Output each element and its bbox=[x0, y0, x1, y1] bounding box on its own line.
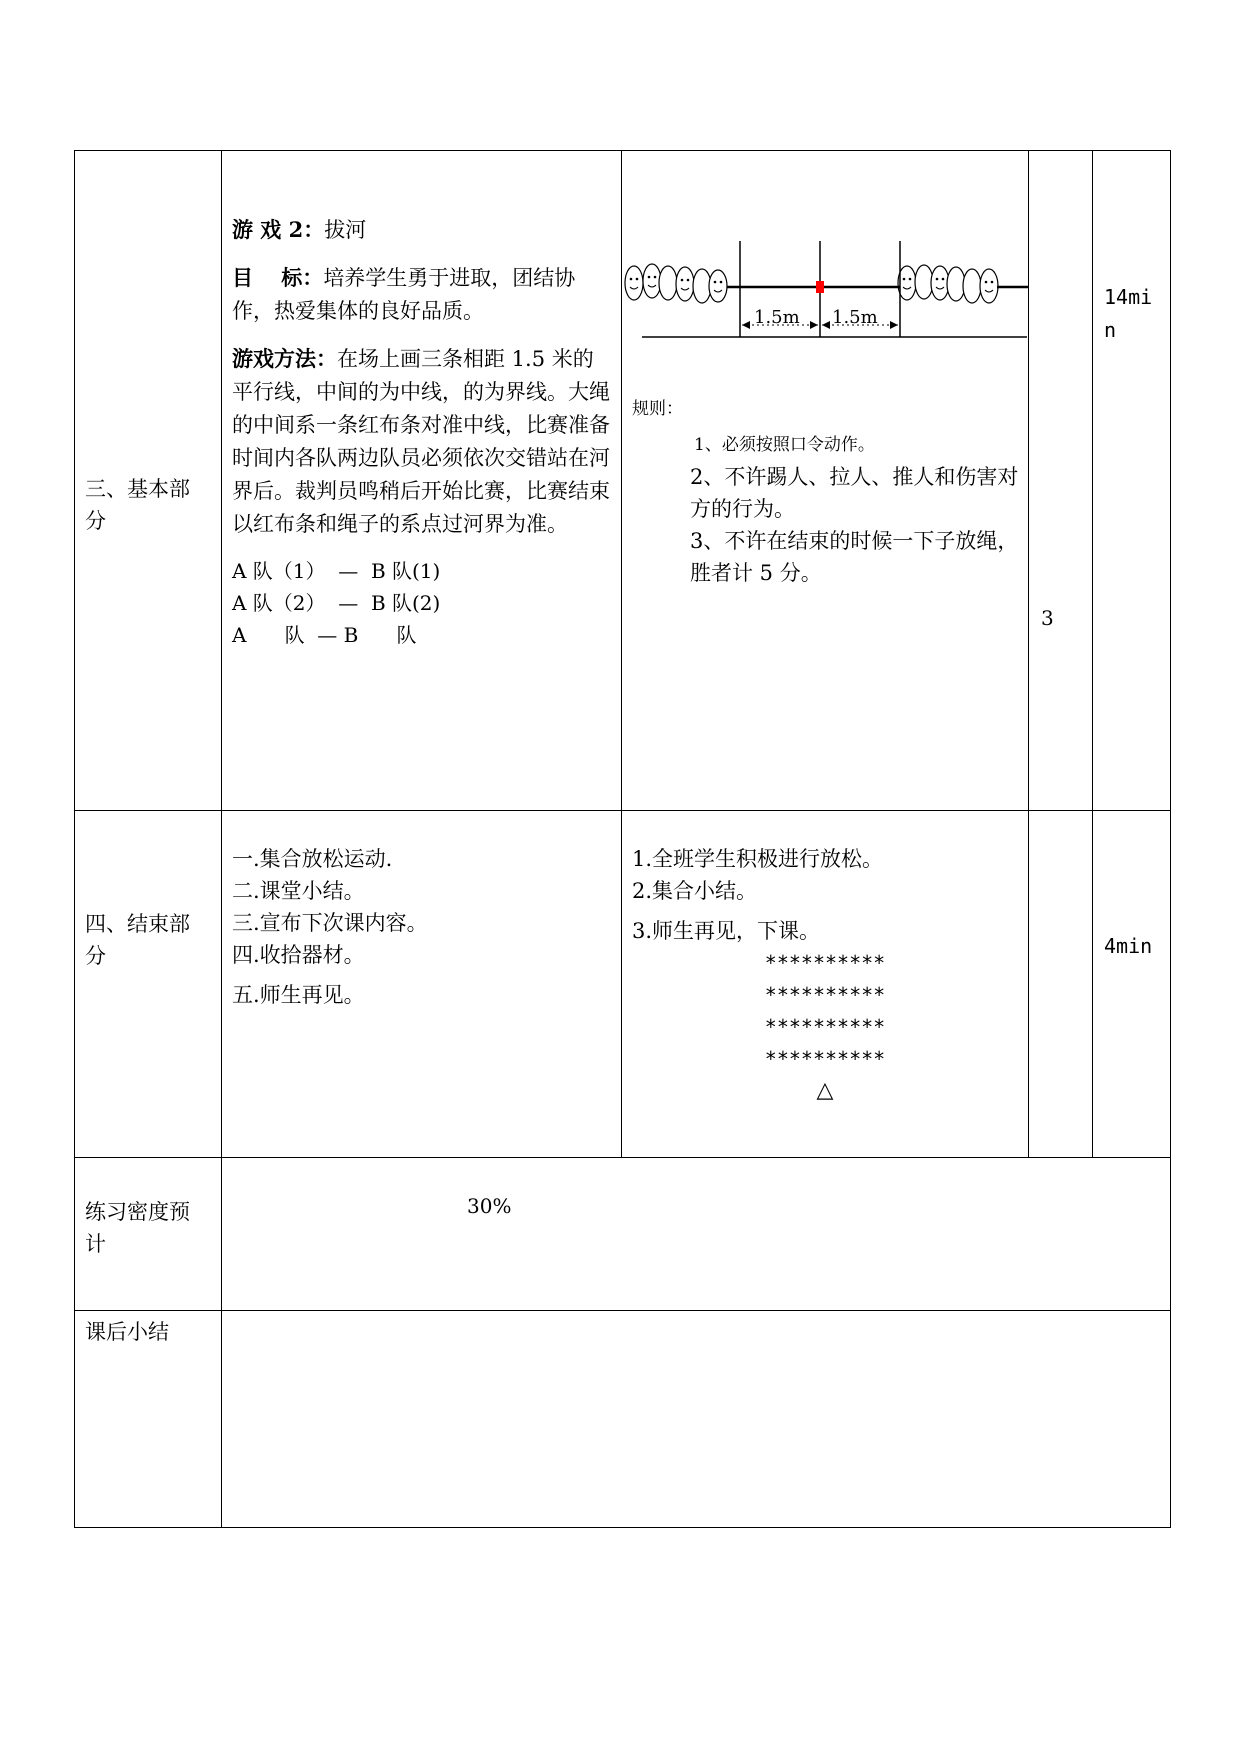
matchup-3: A 队 — B 队 bbox=[232, 623, 417, 647]
distance-left-label: 1.5m bbox=[754, 307, 800, 328]
closing-item-5: 五.师生再见。 bbox=[232, 983, 365, 1007]
distance-right-label: 1.5m bbox=[832, 307, 878, 328]
formation-row: ********** bbox=[764, 1015, 886, 1039]
formation-row: ********** bbox=[764, 983, 886, 1007]
summary-content-cell bbox=[222, 1311, 1171, 1528]
org-item-2: 2.集合小结。 bbox=[632, 879, 758, 903]
section3-row bbox=[75, 151, 1171, 811]
section3-content-cell bbox=[222, 151, 622, 811]
rule-1: 1、必须按照口令动作。 bbox=[694, 435, 875, 455]
closing-item-2: 二.课堂小结。 bbox=[232, 879, 365, 903]
section4-count-cell bbox=[1029, 811, 1093, 1158]
section4-name-cell bbox=[75, 811, 222, 1158]
goal: 目 标：培养学生勇于进取，团结协作，热爱集体的良好品质。 bbox=[232, 265, 576, 323]
density-value-cell bbox=[222, 1158, 1171, 1311]
closing-item-4: 四.收拾器材。 bbox=[232, 943, 365, 967]
formation-row: ********** bbox=[764, 951, 886, 975]
section4-org-cell bbox=[622, 811, 1029, 1158]
closing-item-3: 三.宣布下次课内容。 bbox=[232, 911, 428, 935]
section3-org-cell bbox=[622, 151, 1029, 811]
rules-block bbox=[622, 393, 1028, 589]
matchup-2: A 队（2） — B 队(2) bbox=[232, 591, 441, 615]
section4-name: 四、结束部分 bbox=[85, 912, 190, 968]
density-row bbox=[75, 1158, 1171, 1311]
section3-name-cell bbox=[75, 151, 222, 811]
summary-label-cell bbox=[75, 1311, 222, 1528]
matchup-1: A 队（1） — B 队(1) bbox=[232, 559, 441, 583]
lesson-plan-table bbox=[74, 150, 1171, 1528]
org-item-1: 1.全班学生积极进行放松。 bbox=[632, 847, 884, 871]
org-item-3: 3.师生再见，下课。 bbox=[632, 919, 821, 943]
game-title: 游 戏 2：拔河 bbox=[232, 217, 367, 242]
rule-3: 3、不许在结束的时候一下子放绳，胜者计 5 分。 bbox=[690, 529, 1019, 585]
teacher-triangle: △ bbox=[816, 1078, 834, 1103]
section4-content-cell bbox=[222, 811, 622, 1158]
density-label: 练习密度预计 bbox=[85, 1200, 190, 1256]
section3-count-cell bbox=[1029, 151, 1093, 811]
formation-row: ********** bbox=[764, 1047, 886, 1071]
rule-2: 2、不许踢人、拉人、推人和伤害对方的行为。 bbox=[690, 465, 1019, 521]
tug-of-war-diagram bbox=[622, 241, 1029, 351]
section3-count: 3 bbox=[1041, 606, 1054, 630]
red-marker bbox=[816, 281, 824, 293]
density-value: 30% bbox=[467, 1194, 512, 1218]
summary-label: 课后小结 bbox=[85, 1320, 169, 1344]
section3-time-cell bbox=[1093, 151, 1171, 811]
rules-title: 规则： bbox=[632, 399, 683, 419]
section4-time: 4min bbox=[1104, 934, 1153, 958]
density-label-cell bbox=[75, 1158, 222, 1311]
section4-row bbox=[75, 811, 1171, 1158]
summary-row bbox=[75, 1311, 1171, 1528]
section4-time-cell bbox=[1093, 811, 1171, 1158]
closing-item-1: 一.集合放松运动. bbox=[232, 847, 393, 871]
game-method: 游戏方法：在场上画三条相距 1.5 米的平行线，中间的为中线，的为界线。大绳的中间系一条红布条对准中线，比赛准备时间内各队两边队员必须依次交错站在河界后。裁判员鸣稍后开始比赛，比赛结束以红布条和绳子的系点过河界为准。 bbox=[232, 346, 610, 536]
section3-name: 三、基本部分 bbox=[85, 477, 190, 533]
section3-time: 14min bbox=[1104, 285, 1153, 342]
formation bbox=[622, 947, 1028, 1107]
